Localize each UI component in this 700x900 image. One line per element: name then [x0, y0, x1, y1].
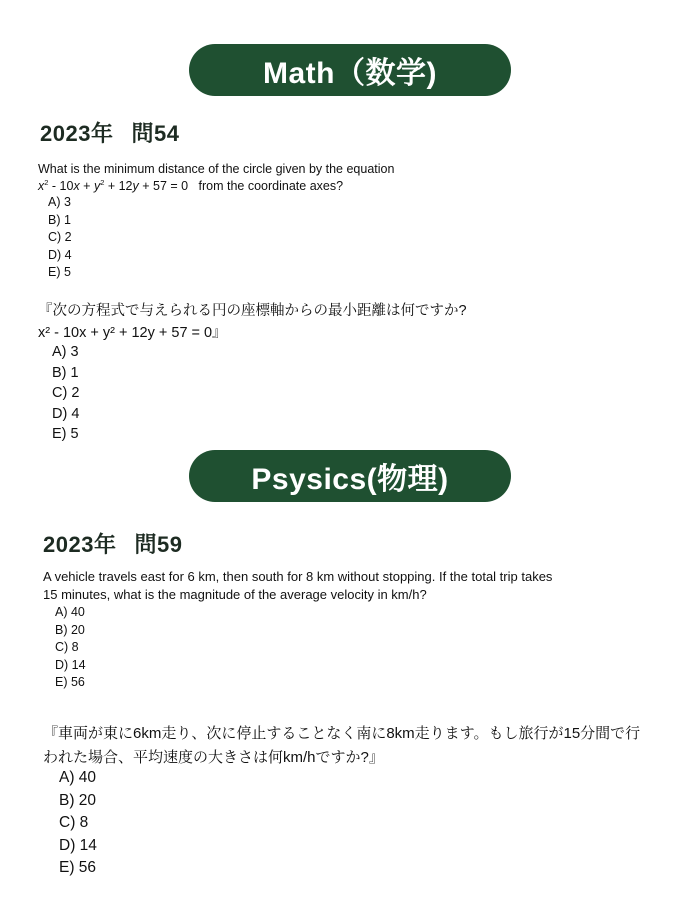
option-d: D) 4: [48, 247, 72, 262]
option-b: B) 20: [59, 791, 97, 809]
option-e: E) 5: [52, 426, 79, 442]
option-a: A) 3: [52, 344, 79, 360]
option-b: B) 1: [48, 212, 71, 227]
option-d: D) 4: [52, 405, 80, 422]
option-c: C) 8: [55, 640, 79, 654]
option-a: A) 3: [48, 195, 71, 209]
math-japanese-options: [38, 342, 79, 445]
physics-question-title: [43, 528, 182, 559]
option-b: B) 1: [52, 364, 79, 381]
option-c: C) 8: [59, 814, 89, 831]
option-b: B) 20: [55, 622, 85, 637]
physics-english-options: [45, 604, 86, 692]
physics-japanese-line-2: われた場合、平均速度の大きさは何km/hですか?』: [43, 749, 384, 766]
option-a: A) 40: [59, 769, 97, 786]
physics-question-number: 問59: [134, 532, 183, 557]
physics-year: 2023年: [43, 532, 117, 557]
physics-english-question: [43, 568, 552, 604]
math-english-line-1: What is the minimum distance of the circle given by the equation: [38, 162, 395, 176]
math-year: 2023年: [40, 121, 114, 146]
physics-japanese-question: [43, 722, 640, 770]
option-a: A) 40: [55, 605, 85, 619]
option-d: D) 14: [55, 657, 86, 672]
option-c: C) 2: [52, 385, 80, 401]
math-english-equation: $x^2 - 10x + y^2 + 12y + 57 = 0$ from the coordinate axes?: [38, 177, 344, 193]
math-english-question: [38, 161, 394, 195]
option-d: D) 14: [59, 836, 97, 854]
math-japanese-line-2: x² - 10x + y² + 12y + 57 = 0』: [38, 325, 227, 341]
math-japanese-question: [38, 300, 467, 344]
physics-english-line-2: 15 minutes, what is the magnitude of the average velocity in km/h?: [43, 587, 427, 602]
option-e: E) 56: [59, 859, 97, 876]
physics-english-line-1: A vehicle travels east for 6 km, then south for 8 km without stopping. If the total trip takes: [43, 569, 553, 584]
physics-japanese-line-1: 『車両が東に6km走り、次に停止することなく南に8km走ります。もし旅行が15分間で行: [43, 725, 641, 742]
math-question-number: 問54: [131, 121, 180, 146]
math-section-header: Math（数学): [189, 44, 511, 96]
physics-section-header: Psysics(物理): [189, 450, 511, 502]
option-c: C) 2: [48, 230, 72, 244]
math-english-options: [38, 194, 72, 282]
physics-japanese-options: [45, 767, 97, 880]
option-e: E) 5: [48, 265, 71, 279]
option-e: E) 56: [55, 675, 85, 689]
math-question-title: [40, 117, 179, 148]
math-japanese-line-1: 『次の方程式で与えられる円の座標軸からの最小距離は何ですか?: [38, 303, 467, 319]
